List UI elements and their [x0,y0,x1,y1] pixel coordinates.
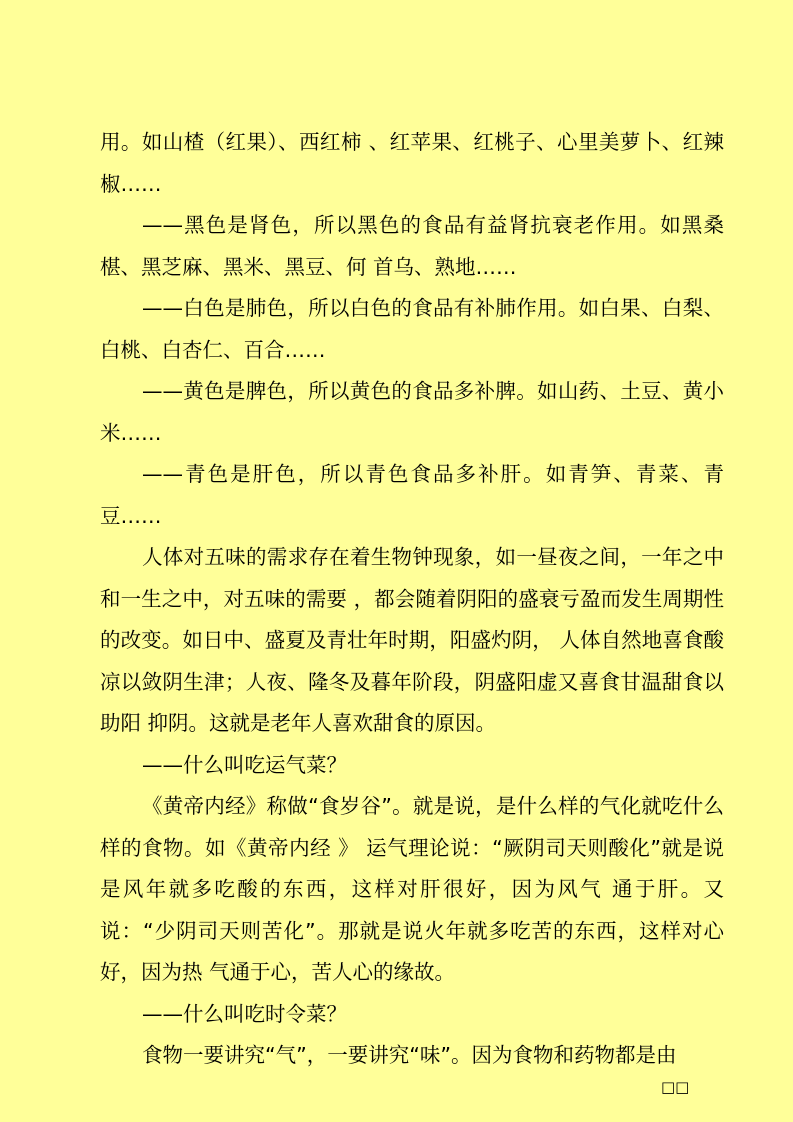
heading-seasonal-dishes: ——什么叫吃时令菜？ [142,1001,347,1026]
paragraph-huangdi-neijing: 《黄帝内经》称做“食岁谷”。就是说，是什么样的气化就吃什么样的食物。如《黄帝内经 》 运气理论说：“厥阴司天则酸化”就是说是风年就多吃酸的东西，这样对肝很好，因为风气 通于肝。又说：“少阴司天则苦化”。那就是说火年就多吃苦的东西，这样对心好，因为热 气通于心，苦人心的缘故。 [100,794,724,984]
paragraph-black-foods: ——黑色是肾色，所以黑色的食品有益肾抗衰老作用。如黑桑椹、黑芝麻、黑米、黑豆、何 首乌、熟地…… [100,213,724,279]
paragraph-five-flavors-rhythm: 人体对五味的需求存在着生物钟现象，如一昼夜之间，一年之中和一生之中，对五味的需要 ，都会随着阴阳的盛衰亏盈而发生周期性的改变。如日中、盛夏及青壮年时期，阳盛灼阴， 人体自然地喜食酸凉以敛阴生津；人夜、隆冬及暮年阶段，阴盛阳虚又喜食甘温甜食以助阳 抑阴。这就是老年人喜欢甜食的原因。 [100,545,724,735]
page-number: □□ [661,1078,690,1096]
paragraph-qi-and-flavor: 食物一要讲究“气”，一要讲究“味”。因为食物和药物都是由 [142,1043,677,1067]
document-body [100,122,724,1077]
paragraph-red-foods-continued: 用。如山楂（红果）、西红柿 、红苹果、红桃子、心里美萝卜、红辣椒…… [100,130,724,196]
paragraph-green-foods: ——青色是肝色，所以青色食品多补肝。如青笋、青菜、青豆…… [100,462,724,528]
heading-yunqi-dishes: ——什么叫吃运气菜？ [142,752,347,777]
paragraph-yellow-foods: ——黄色是脾色，所以黄色的食品多补脾。如山药、土豆、黄小米…… [100,379,724,445]
paragraph-white-foods: ——白色是肺色，所以白色的食品有补肺作用。如白果、白梨、白桃、白杏仁、百合…… [100,296,724,362]
